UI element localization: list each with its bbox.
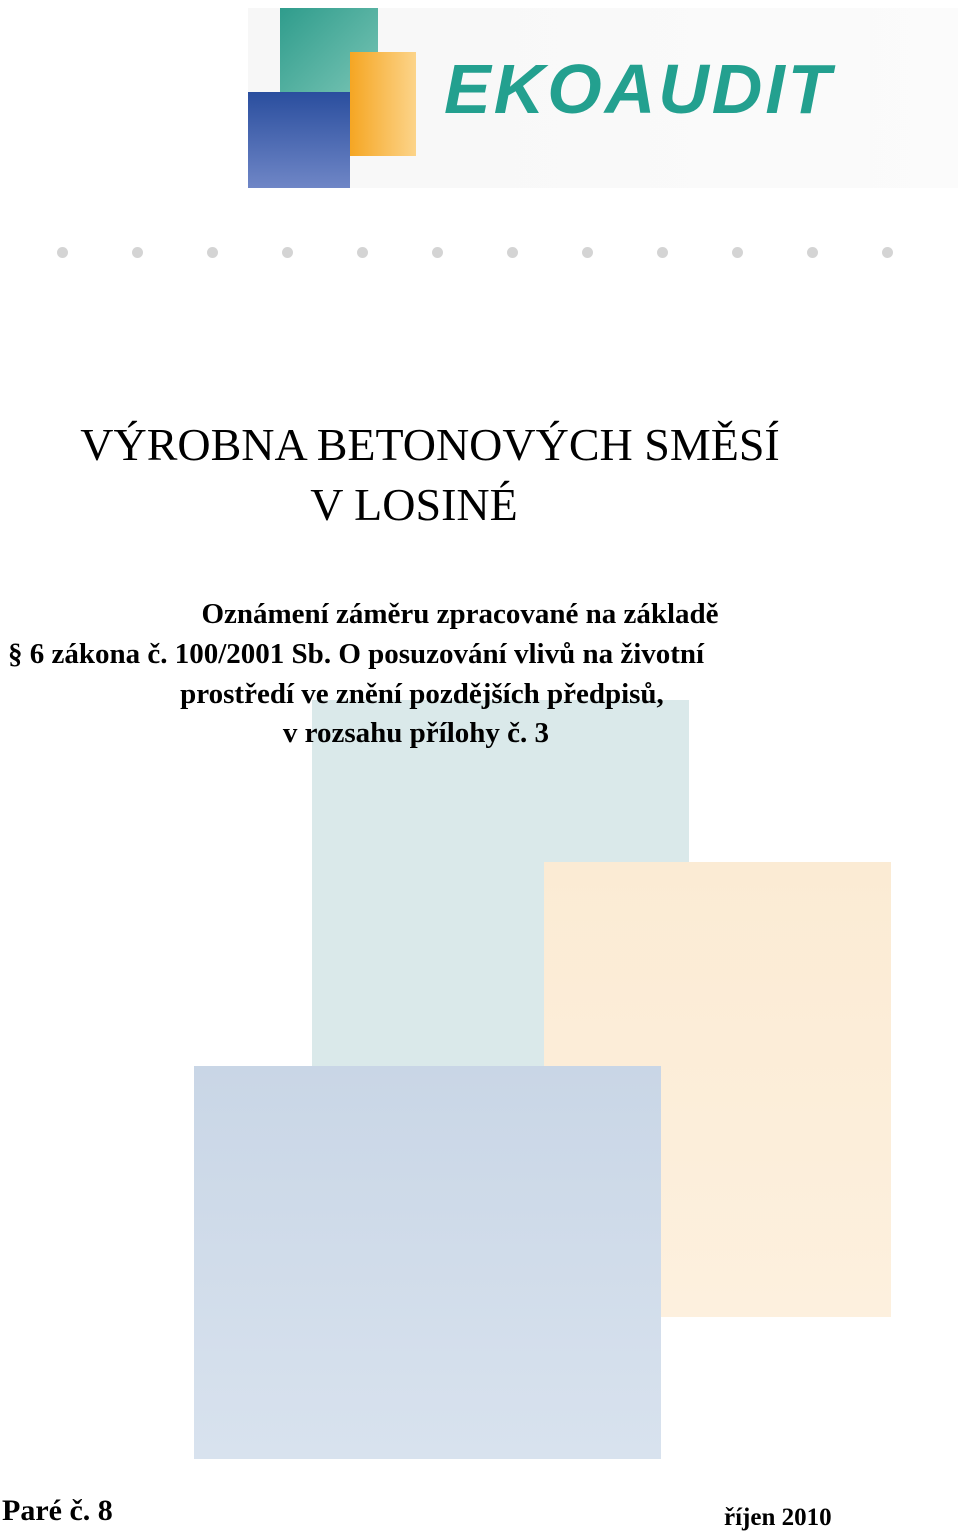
divider-dot bbox=[57, 247, 68, 258]
document-date: říjen 2010 bbox=[724, 1504, 832, 1531]
divider-dot bbox=[432, 247, 443, 258]
logo-blue-square bbox=[248, 92, 350, 188]
logo-wordmark: EKOAUDIT bbox=[444, 50, 834, 128]
divider-dot bbox=[882, 247, 893, 258]
divider-dot bbox=[282, 247, 293, 258]
divider-dot bbox=[357, 247, 368, 258]
divider-dot bbox=[657, 247, 668, 258]
copy-number: Paré č. 8 bbox=[2, 1494, 113, 1527]
subtitle-line2: § 6 zákona č. 100/2001 Sb. O posuzování vlivů na životní bbox=[8, 638, 705, 670]
document-title-line2: V LOSINÉ bbox=[310, 479, 518, 530]
document-title-line1: VÝROBNA BETONOVÝCH SMĚSÍ bbox=[80, 419, 780, 470]
divider-dot bbox=[507, 247, 518, 258]
divider-dot bbox=[207, 247, 218, 258]
divider-dot bbox=[582, 247, 593, 258]
divider-dot bbox=[132, 247, 143, 258]
divider-dot bbox=[732, 247, 743, 258]
divider-dot bbox=[807, 247, 818, 258]
decor-panel-blue bbox=[194, 1066, 661, 1459]
ekoaudit-logo bbox=[248, 8, 958, 188]
logo-orange-square bbox=[350, 52, 416, 156]
subtitle-line4: v rozsahu přílohy č. 3 bbox=[282, 717, 550, 749]
subtitle-line1: Oznámení záměru zpracované na základě bbox=[201, 598, 719, 630]
subtitle-line3: prostředí ve znění pozdějších předpisů, bbox=[180, 678, 664, 710]
